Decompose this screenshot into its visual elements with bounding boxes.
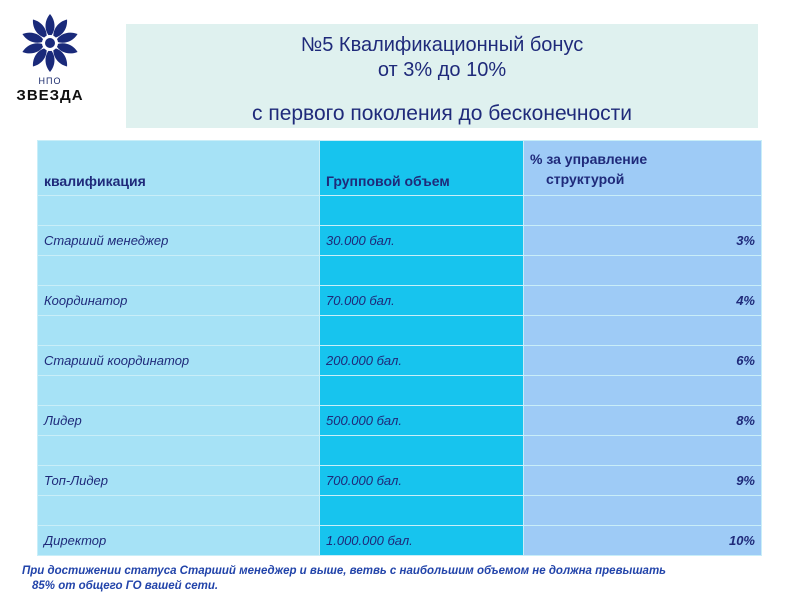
column-header-volume: Групповой объем [320, 141, 524, 196]
spacer-row [38, 256, 762, 286]
qualification-cell: Топ-Лидер [38, 466, 320, 496]
qualification-cell: Директор [38, 526, 320, 556]
qualification-table [37, 140, 762, 556]
table-row [38, 346, 762, 376]
title-banner [126, 24, 758, 128]
page-title-range: от 3% до 10% [377, 59, 507, 81]
volume-cell: 1.000.000 бал. [320, 526, 524, 556]
qualification-cell: Старший менеджер [38, 226, 320, 256]
volume-cell: 70.000 бал. [320, 286, 524, 316]
percent-cell: 6% [524, 346, 762, 376]
volume-cell: 200.000 бал. [320, 346, 524, 376]
company-logo [10, 12, 90, 122]
footnote-line2: 85% от общего ГО вашей сети. [32, 580, 219, 592]
logo-brand-text: ЗВЕЗДА [16, 87, 84, 104]
percent-cell: 8% [524, 406, 762, 436]
column-header-percent [524, 141, 762, 196]
table-row [38, 466, 762, 496]
percent-cell: 3% [524, 226, 762, 256]
qualification-cell: Лидер [38, 406, 320, 436]
spacer-row [38, 496, 762, 526]
volume-cell: 500.000 бал. [320, 406, 524, 436]
logo-npo-text: НПО [38, 76, 62, 86]
spacer-row [38, 376, 762, 406]
footnote [22, 564, 782, 594]
percent-cell: 10% [524, 526, 762, 556]
table-row [38, 286, 762, 316]
volume-cell: 30.000 бал. [320, 226, 524, 256]
table-row [38, 406, 762, 436]
column-header-percent-line1: % за управление [530, 151, 648, 167]
qualification-cell: Старший координатор [38, 346, 320, 376]
volume-cell: 700.000 бал. [320, 466, 524, 496]
table-row [38, 526, 762, 556]
column-header-percent-line2: структурой [546, 171, 625, 187]
percent-cell: 4% [524, 286, 762, 316]
star-flower-icon [19, 12, 81, 74]
spacer-row [38, 316, 762, 346]
page-title: №5 Квалификационный бонус [300, 34, 584, 56]
spacer-row [38, 436, 762, 466]
spacer-row [38, 196, 762, 226]
footnote-line1: При достижении статуса Старший менеджер и выше, ветвь с наибольшим объемом не должна превышать [22, 565, 667, 577]
qualification-cell: Координатор [38, 286, 320, 316]
table-header-row [38, 141, 762, 196]
page-subtitle: с первого поколения до бесконечности [251, 102, 633, 125]
column-header-qualification: квалификация [38, 141, 320, 196]
percent-cell: 9% [524, 466, 762, 496]
table-row [38, 226, 762, 256]
